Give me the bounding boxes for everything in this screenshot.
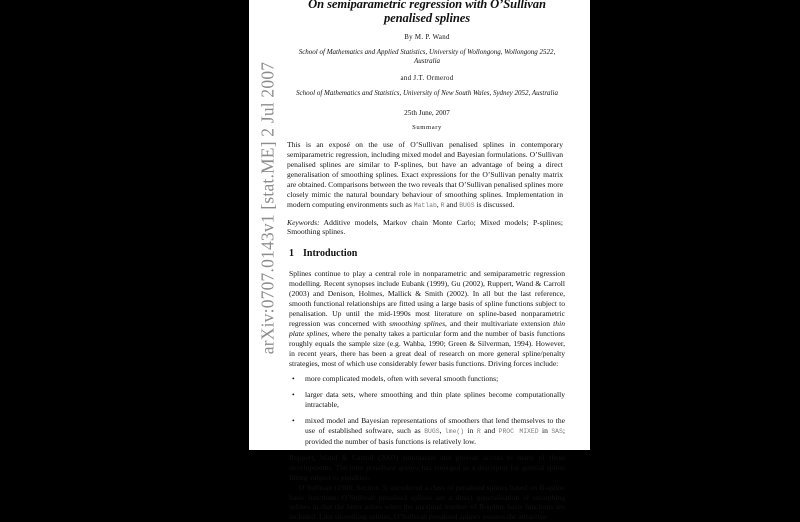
list-item: • more complicated models, often with several smooth functions; [292, 374, 499, 384]
keywords-label: Keywords: [287, 217, 320, 227]
author-wand: By M. P. Wand [404, 34, 450, 41]
arxiv-identifier: arXiv:0707.0143v1 [stat.ME] 2 Jul 2007 [257, 61, 278, 355]
penalised-splines-paragraph: Ruppert, Wand & Carroll (2003) summarise and provide access to many of these developments. The term penalised splines has emerged as a descriptor for general spline fitting subject to penalties. [289, 452, 565, 482]
paper-date: 25th June, 2007 [404, 109, 450, 118]
code-matlab: Matlab [413, 201, 437, 209]
bullet-icon: • [292, 390, 295, 400]
intro-paragraph: Splines continue to play a central role in nonparametric and semiparametric regression modelling. Recent synopses include Eubank (1999), Gu (2002), Ruppert, Wand & Carroll (2003) and Denison, Holmes, Mallick & Smith (2002). In all but the last reference, smooth functional relationships are fitted using a large basis of spline functions subject to penalisation. Up until the mid-1990s most literature on spline-based nonparametric regression was concerned with smoothing splines, and their multivariate extension thin plate splines, where the penalty takes a particular form and the number of basis functions roughly equals the sample size (e.g. Wahba, 1990; Green & Silverman, 1994). However, in recent years, there has been a great deal of research on more general spline/penalty strategies, most of which use considerably fewer basis functions. Driving forces include: [289, 269, 566, 368]
osullivan-paragraph: O’Sullivan (1986, Section 3) introduced a class of penalised splines based on B-spline basis functions. O’Sullivan penalised splines are a direct generalisation of smoothing splines in that the latter arises when the maximal number of B-spline basis functions are included. Like smoothing splines, O’Sullivan penalised splines possess the attractive [289, 482, 565, 522]
section-heading-introduction [289, 248, 565, 260]
affiliation-wollongong: School of Mathematics and Applied Statistics, University of Wollongong, Wollongong 2522, Australia [298, 47, 556, 66]
section-number: 1 [289, 248, 294, 260]
code-r: R [440, 201, 445, 209]
author-ormerod: and J.T. Ormerod [400, 75, 454, 83]
paper-title: On semiparametric regression with O’Sullivan penalised splines [308, 0, 546, 25]
bullet-icon: • [292, 416, 295, 426]
bullet-icon: • [292, 374, 295, 384]
affiliation-unsw: School of Mathematics and Statistics, University of New South Wales, Sydney 2052, Australia [296, 89, 558, 98]
abstract: This is an exposé on the use of O’Sullivan penalised splines in contemporary semiparametric regression, including mixed model and Bayesian formulations. O’Sullivan penalised splines are similar to P-splines, but have an advantage of being a direct generalisation of smoothing splines. Exact expressions for the O’Sullivan penalty matrix are obtained. Comparisons between the two reveals that O’Sullivan penalised splines more closely mimic the natural boundary behaviour of smoothing splines. Implementation in modern computing environments such as Matlab, R and BUGS is discussed. [287, 140, 563, 209]
code-bugs: BUGS [459, 201, 475, 209]
list-item: • larger data sets, where smoothing and thin plate splines become computationally intractable, [292, 390, 565, 410]
page-content [289, 0, 565, 522]
summary-heading: Summary [412, 124, 442, 132]
keywords: Keywords: Additive models, Markov chain Monte Carlo; Mixed models; P-splines; Smoothing splines. [287, 217, 563, 237]
driving-forces-list [289, 374, 565, 446]
list-item: • mixed model and Bayesian representations of smoothers that lend themselves to the use of established software, such as BUGS, lme() in R and PROC MIXED in SAS; provided the number of basis functions is relatively low. [292, 416, 565, 446]
paper-page [249, 0, 590, 522]
section-title: Introduction [303, 248, 358, 260]
arxiv-sidebar [249, 0, 287, 450]
